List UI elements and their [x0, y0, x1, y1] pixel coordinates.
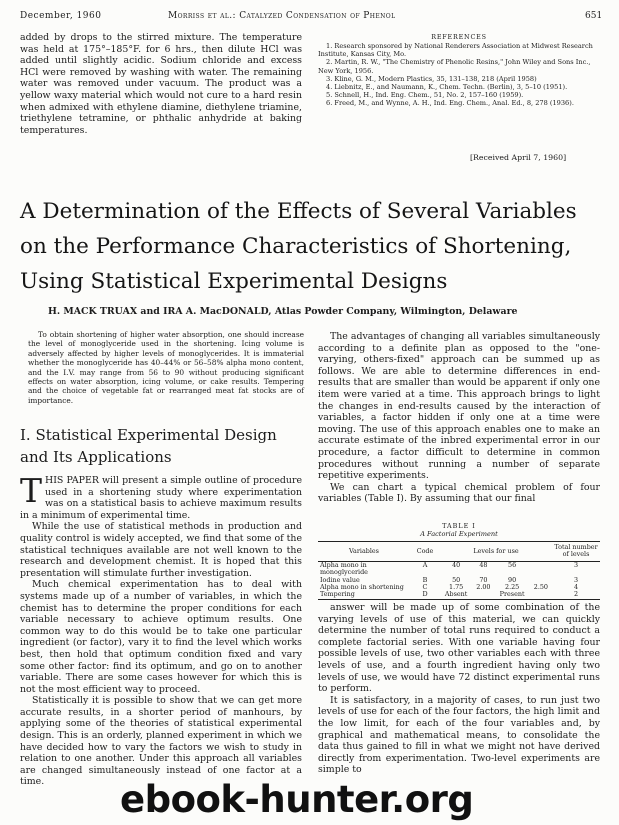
- table-row: [318, 561, 600, 576]
- body-paragraph: answer will be made up of some combination of the varying levels of use of this material, we can quickly determine the number of total runs required to conduct a complete factorial series. With one variable having four possible levels of use, two other variables each with three levels of use, and a fourth ingredient having only two levels of use, we would have 72 distinct experimental runs to perform.: [318, 602, 600, 695]
- table-cell: D: [410, 591, 440, 599]
- table-cell: 50: [452, 575, 461, 584]
- article-authors: H. MACK TRUAX and IRA A. MacDONALD, Atlas Powder Company, Wilmington, Delaware: [48, 306, 518, 317]
- table-cell: 90: [508, 575, 517, 584]
- body-paragraph: Statistically it is possible to show that we can get more accurate results, in a shorter period of manhours, by applying some of the theories of statistical experimental design. This is an orderly, planned experiment in which we have decided how to vary the factors we wish to study in relation to one another. Under this approach all variables are changed simultaneously instead of one factor at a time.: [20, 695, 302, 788]
- table-cell: Iodine value: [320, 575, 360, 584]
- table-cell: A: [422, 560, 428, 569]
- table-row: [318, 591, 600, 599]
- body-paragraph: The advantages of changing all variables simultaneously according to a definite plan as opposed to the "one-varying, others-fixed" approach can be summed up as follows. We are able to determine differences in end-results that are smaller than would be apparent if only one item were varied at a time. This approach brings to light the changes in end-results caused by the interaction of variables, a factor hidden if only one at a time were moving. The use of this approach enables one to make an accurate estimate of the inbred experimental error in our procedure, a factor difficult to determine in common procedures without running a number of separate repetitive experiments.: [318, 331, 600, 482]
- table-cell: C: [422, 583, 428, 592]
- page-number: 651: [585, 11, 603, 21]
- right-column-body-top: [318, 331, 600, 505]
- received-date: [Received April 7, 1960]: [470, 153, 567, 162]
- table-cell: 3: [573, 575, 579, 584]
- table-cell: B: [422, 575, 428, 584]
- table-cell: [472, 591, 494, 599]
- body-paragraph: We can chart a typical chemical problem of four variables (Table I). By assuming that our final: [318, 481, 600, 505]
- table-cell: Present: [495, 591, 530, 599]
- table-cell: Tempering: [318, 591, 410, 599]
- table-cell: 48: [479, 560, 488, 569]
- table-cell: [530, 561, 552, 576]
- table-cell: Absent: [440, 591, 472, 599]
- body-paragraph: THIS PAPER will present a simple outline of procedure used in a shortening study where experimentation was on a statistical basis to achieve maximum results in a minimum of experimental time.: [20, 471, 302, 521]
- body-paragraph: Much chemical experimentation has to deal with systems made up of a number of variables, in which the chemist has to determine the proper conditions for each variable necessary to achieve optimum results. One common way to do this would be to take one particular ingredient (or factor), vary it to find the level which works best, then hold that optimum condition fixed and vary some other factor: find its optimum, and go on to another variable. There are some cases however for which this is not the most efficient way to proceed.: [20, 579, 302, 695]
- table-header-cell: Levels for use: [440, 542, 552, 562]
- references-heading: REFERENCES: [431, 33, 487, 41]
- table-cell: 3: [573, 560, 579, 569]
- reference-item: 5. Schnell, H., Ind. Eng. Chem., 51, No. 2, 157–160 (1959).: [326, 91, 524, 100]
- table-cell: 2.50: [533, 583, 548, 592]
- table-header-cell: Code: [410, 542, 440, 562]
- table-header-cell: Variables: [318, 542, 410, 562]
- watermark-text: ebook-hunter.org: [120, 778, 474, 821]
- table-cell: 4: [573, 583, 579, 592]
- factorial-table: [318, 541, 600, 600]
- table-cell: 2: [552, 591, 600, 599]
- body-paragraph: It is satisfactory, in a majority of cases, to run just two levels of use for each of the four factors, the high limit and the low limit, for each of the four variables and, by graphical and mathematical means, to consolidate the data thus gained to fill in what we might not have derived directly from experimentation. Two-level experiments are simple to: [318, 694, 600, 776]
- right-column-body-bottom: [318, 602, 600, 776]
- table-cell: Alpha mono in monoglyceride: [320, 560, 368, 577]
- running-header-date: December, 1960: [20, 11, 102, 21]
- table-cell: 56: [508, 560, 517, 569]
- reference-item: 2. Martin, R. W., "The Chemistry of Phenolic Resins," John Wiley and Sons Inc., New York, 1956.: [318, 58, 591, 75]
- reference-item: 4. Liebnitz, E., and Naumann, K., Chem. Techn. (Berlin), 3, 5–10 (1951).: [326, 83, 568, 92]
- table-cell: [530, 591, 552, 599]
- previous-article-text: added by drops to the stirred mixture. The temperature was held at 175°–185°F. for 6 hrs., then dilute HCl was added until slightly acidic. Sodium chloride and excess HCl were removed by washing with water. The remaining water was removed under vacuum. The product was a yellow waxy material which would not cure to a hard resin when admixed with ethylene diamine, diethylene triamine, triethylene tetramine, or phthalic anhydride at baking temperatures.: [20, 32, 302, 136]
- references-list: [318, 42, 604, 108]
- table-label: TABLE I: [442, 522, 476, 530]
- table-cell: 2.25: [505, 583, 520, 592]
- article-title: A Determination of the Effects of Several Variables on the Performance Characteristics of Shortening, Using Statistical Experimental Designs: [20, 199, 577, 294]
- table-caption: A Factorial Experiment: [420, 530, 498, 538]
- body-paragraph: While the use of statistical methods in production and quality control is widely accepted, we find that some of the statistical techniques available are not well known to the research and development chemist. It is hoped that this presentation will stimulate further investigation.: [20, 521, 302, 579]
- table-cell: 2.00: [476, 583, 491, 592]
- reference-item: 1. Research sponsored by National Renderers Association at Midwest Research Institute, Kansas City, Mo.: [318, 42, 593, 59]
- table-cell: 40: [452, 560, 461, 569]
- section-heading: I. Statistical Experimental Design and Its Applications: [20, 426, 277, 466]
- table-cell: 1.75: [449, 583, 464, 592]
- reference-item: 3. Kline, G. M., Modern Plastics, 35, 131–138, 218 (April 1958): [326, 74, 537, 83]
- table-header-cell: Total number of levels: [552, 542, 600, 562]
- article-abstract: To obtain shortening of higher water absorption, one should increase the level of monoglyceride used in the shortening. Icing volume is adversely affected by higher levels of monoglycerides. It is immaterial whether the monoglyceride has 40–44% or 56–58% alpha mono content, and the I.V. may range from 56 to 90 without producing significant effects on water absorption, icing volume, or cake results. Tempering and the choice of vegetable fat or rearranged meat fat stocks are of importance.: [28, 330, 304, 405]
- table-cell: 70: [479, 575, 488, 584]
- drop-cap: T: [20, 471, 43, 510]
- reference-item: 6. Freed, M., and Wynne, A. H., Ind. Eng. Chem., Anal. Ed., 8, 278 (1936).: [326, 99, 574, 108]
- left-column-body: [20, 471, 302, 788]
- table-1: [318, 522, 600, 600]
- table-cell: Alpha mono in shortening: [320, 583, 404, 592]
- running-header-title: Morriss et al.: Catalyzed Condensation of Phenol: [168, 11, 396, 21]
